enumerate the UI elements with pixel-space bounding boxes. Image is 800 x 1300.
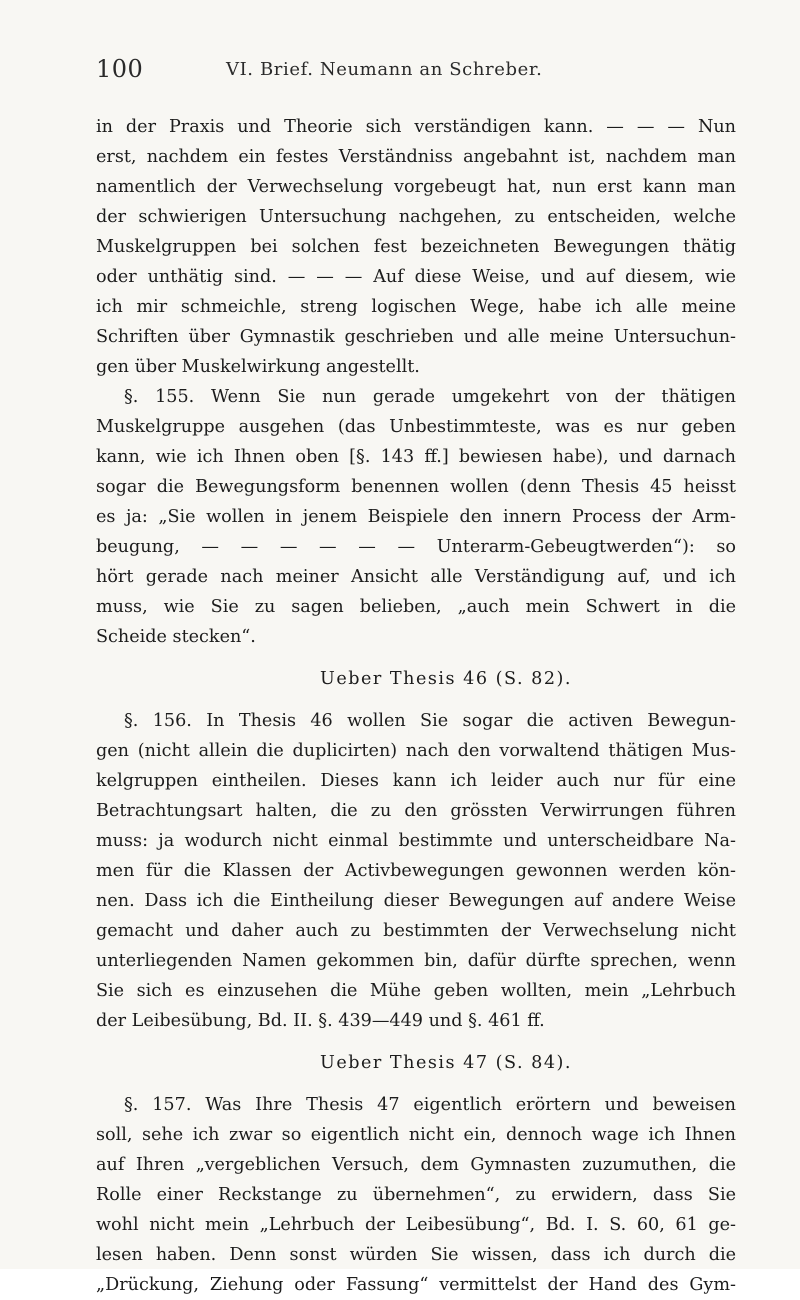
text-line: Sie sich es einzusehen die Mühe geben wollten, mein „Lehrbuch <box>96 981 736 1001</box>
page-header <box>96 55 736 89</box>
section-heading-thesis-47: Ueber Thesis 47 (S. 84). <box>320 1053 572 1073</box>
text-line: unterliegenden Namen gekommen bin, dafür dürfte sprechen, wenn <box>96 951 736 971</box>
text-line: Rolle einer Reckstange zu übernehmen“, zu erwidern, dass Sie <box>96 1185 736 1205</box>
text-line: namentlich der Verwechselung vorgebeugt hat, nun erst kann man <box>96 177 736 197</box>
text-line: es ja: „Sie wollen in jenem Beispiele den innern Process der Arm- <box>96 507 736 527</box>
text-line: „Drückung, Ziehung oder Fassung“ vermittelst der Hand des Gym- <box>96 1275 736 1295</box>
text-line: der schwierigen Untersuchung nachgehen, zu entscheiden, welche <box>96 207 736 227</box>
text-line: gen (nicht allein die duplicirten) nach den vorwaltend thätigen Mus- <box>96 741 736 761</box>
text-line: soll, sehe ich zwar so eigentlich nicht ein, dennoch wage ich Ihnen <box>96 1125 736 1145</box>
text-line: Muskelgruppen bei solchen fest bezeichneten Bewegungen thätig <box>96 237 736 257</box>
text-line: hört gerade nach meiner Ansicht alle Verständigung auf, und ich <box>96 567 736 587</box>
text-line: wohl nicht mein „Lehrbuch der Leibesübung“, Bd. I. S. 60, 61 ge- <box>96 1215 736 1235</box>
paragraph-157-start: §. 157. Was Ihre Thesis 47 eigentlich erörtern und beweisen <box>124 1095 736 1115</box>
text-line: men für die Klassen der Activbewegungen gewonnen werden kön- <box>96 861 736 881</box>
text-line: Betrachtungsart halten, die zu den grössten Verwirrungen führen <box>96 801 736 821</box>
page-number: 100 <box>96 55 144 83</box>
running-head: VI. Brief. Neumann an Schreber. <box>226 59 543 80</box>
paragraph-155-start: §. 155. Wenn Sie nun gerade umgekehrt von der thätigen <box>124 387 736 407</box>
text-line: Muskelgruppe ausgehen (das Unbestimmteste, was es nur geben <box>96 417 736 437</box>
text-line: muss: ja wodurch nicht einmal bestimmte und unterscheidbare Na- <box>96 831 736 851</box>
text-line: lesen haben. Denn sonst würden Sie wissen, dass ich durch die <box>96 1245 736 1265</box>
text-line: beugung, — — — — — — Unterarm-Gebeugtwerden“): so <box>96 537 736 557</box>
text-line: der Leibesübung, Bd. II. §. 439—449 und §. 461 ff. <box>96 1011 545 1031</box>
text-line: Scheide stecken“. <box>96 627 256 647</box>
text-line: kelgruppen eintheilen. Dieses kann ich leider auch nur für eine <box>96 771 736 791</box>
text-line: Schriften über Gymnastik geschrieben und alle meine Untersuchun- <box>96 327 736 347</box>
text-line: oder unthätig sind. — — — Auf diese Weise, und auf diesem, wie <box>96 267 736 287</box>
text-line: ich mir schmeichle, streng logischen Wege, habe ich alle meine <box>96 297 736 317</box>
text-line: gemacht und daher auch zu bestimmten der Verwechselung nicht <box>96 921 736 941</box>
text-line: gen über Muskelwirkung angestellt. <box>96 357 420 377</box>
body-text <box>96 112 736 1300</box>
text-line: muss, wie Sie zu sagen belieben, „auch mein Schwert in die <box>96 597 736 617</box>
paragraph-156-start: §. 156. In Thesis 46 wollen Sie sogar die activen Bewegun- <box>124 711 736 731</box>
text-line: erst, nachdem ein festes Verständniss angebahnt ist, nachdem man <box>96 147 736 167</box>
section-heading-thesis-46: Ueber Thesis 46 (S. 82). <box>320 669 572 689</box>
text-line: in der Praxis und Theorie sich verständigen kann. — — — Nun <box>96 117 736 137</box>
text-line: kann, wie ich Ihnen oben [§. 143 ff.] bewiesen habe), und darnach <box>96 447 736 467</box>
text-line: auf Ihren „vergeblichen Versuch, dem Gymnasten zuzumuthen, die <box>96 1155 736 1175</box>
text-line: sogar die Bewegungsform benennen wollen (denn Thesis 45 heisst <box>96 477 736 497</box>
text-line: nen. Dass ich die Eintheilung dieser Bewegungen auf andere Weise <box>96 891 736 911</box>
